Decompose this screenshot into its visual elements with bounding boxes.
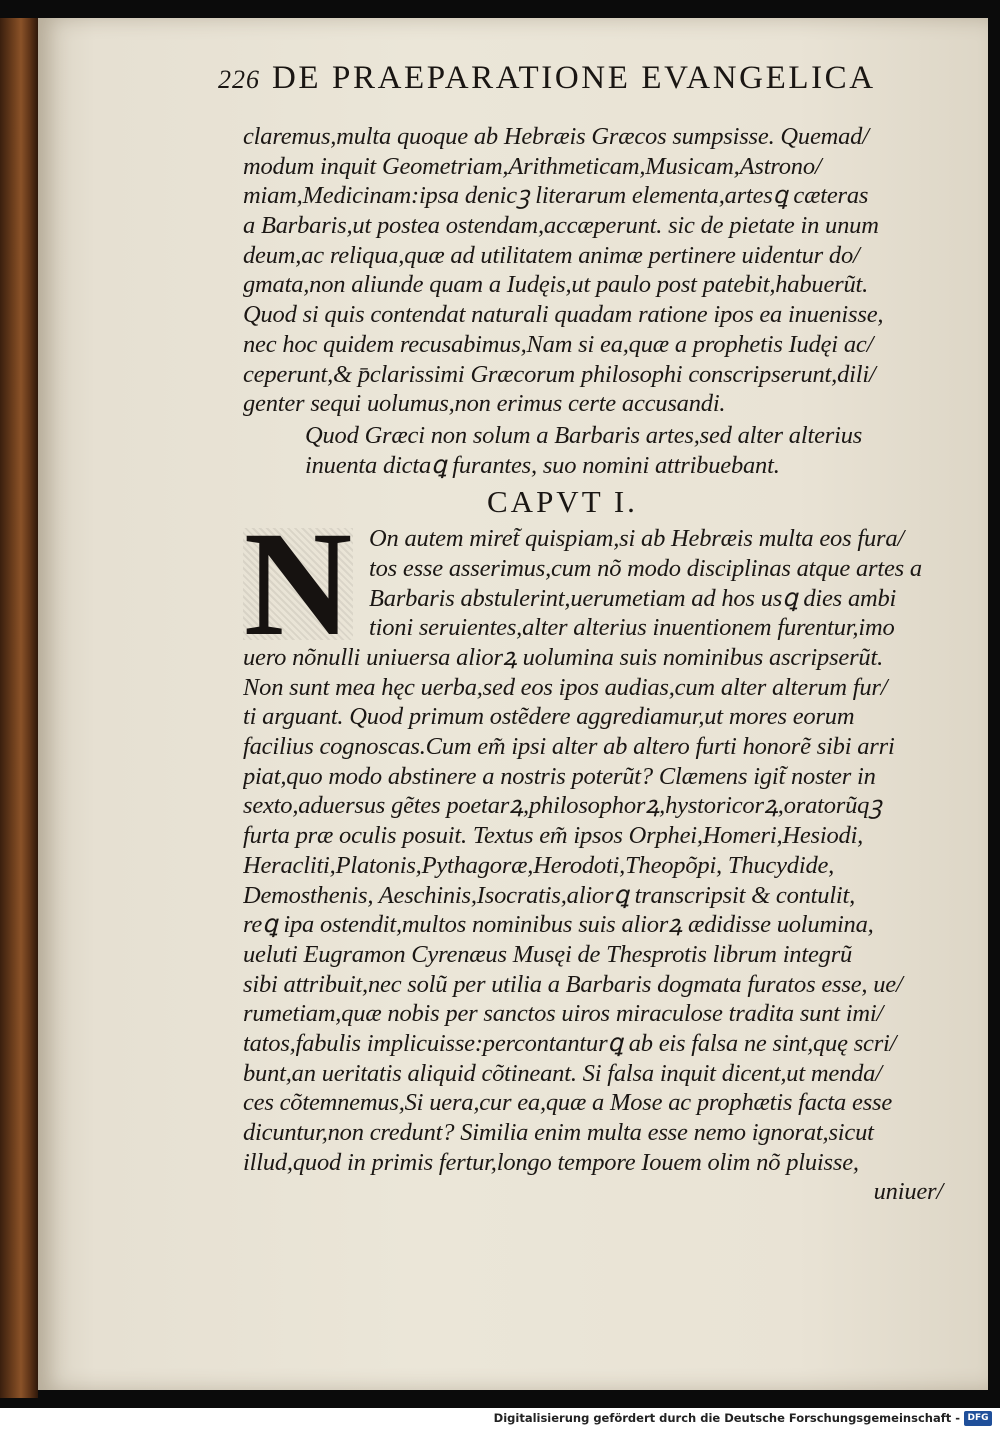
- text-line: bunt,an ueritatis aliquid cõtineant. Si falsa inquit dicent,ut menda/: [243, 1059, 882, 1087]
- summary-line: inuenta dictaꝗ furantes, suo nomini attribuebant.: [305, 451, 780, 479]
- chapter-heading: CAPVT I.: [487, 484, 638, 520]
- catchword: uniuer/: [873, 1178, 943, 1206]
- text-line: Barbaris abstulerint,uerumetiam ad hos usꝗ dies ambi: [369, 584, 897, 612]
- text-line: miam,Medicinam:ipsa denicꝫ literarum elementa,artesꝗ cæteras: [243, 182, 869, 210]
- text-line: facilius cognoscas.Cum em̃ ipsi alter ab altero furti honorẽ sibi arri: [243, 733, 895, 761]
- text-line: ti arguant. Quod primum ostẽdere aggrediamur,ut mores eorum: [243, 703, 855, 731]
- dfg-logo: DFG: [964, 1411, 992, 1426]
- text-line: tioni seruientes,alter alterius inuentionem furentur,imo: [369, 614, 895, 642]
- text-line: dicuntur,non credunt? Similia enim multa esse nemo ignorat,sicut: [243, 1119, 874, 1147]
- text-line: sibi attribuit,nec solũ per utilia a Barbaris dogmata furatos esse, ue/: [243, 970, 903, 998]
- text-line: piat,quo modo abstinere a nostris poterũt? Clæmens igit̃ noster in: [243, 762, 876, 790]
- text-line: reꝗ ipa ostendit,multos nominibus suis aliorꝝ ædidisse uolumina,: [243, 911, 874, 939]
- text-line: On autem miret̃ quispiam,si ab Hebræis multa eos fura/: [369, 525, 904, 553]
- text-line: modum inquit Geometriam,Arithmeticam,Musicam,Astrono/: [243, 152, 822, 180]
- decorated-initial: N: [243, 501, 353, 668]
- text-line: illud,quod in primis fertur,longo tempore Iouem olim nõ pluisse,: [243, 1148, 859, 1176]
- summary-line: Quod Græci non solum a Barbaris artes,sed alter alterius: [305, 421, 863, 449]
- running-title: DE PRAEPARATIONE EVANGELICA: [272, 60, 876, 96]
- text-line: tatos,fabulis implicuisse:percontanturꝗ ab eis falsa ne sint,quę scri/: [243, 1029, 897, 1057]
- text-line: rumetiam,quæ nobis per sanctos uiros miraculose tradita sunt imi/: [243, 1000, 884, 1028]
- text-line: ces cõtemnemus,Si uera,cur ea,quæ a Mose ac prophætis facta esse: [243, 1089, 893, 1117]
- text-line: Quod si quis contendat naturali quadam ratione ipos ea inuenisse,: [243, 301, 884, 329]
- text-line: tos esse asserimus,cum nõ modo disciplinas atque artes a: [369, 554, 922, 582]
- text-line: Non sunt mea hęc uerba,sed eos ipos audias,cum alter alterum fur/: [243, 673, 888, 701]
- text-line: claremus,multa quoque ab Hebræis Græcos sumpsisse. Quemad/: [243, 123, 869, 150]
- text-line: Demosthenis, Aeschinis,Isocratis,aliorꝗ transcripsit & contulit,: [243, 881, 856, 909]
- text-line: Heracliti,Platonis,Pythagoræ,Herodoti,Theopõpi, Thucydide,: [243, 851, 835, 879]
- page-number: 226: [218, 65, 260, 94]
- text-line: ceperunt,& p̄clarissimi Græcorum philosophi conscripserunt,dili/: [243, 360, 876, 388]
- text-line: nec hoc quidem recusabimus,Nam si ea,quæ a prophetis Iudęi ac/: [243, 330, 874, 358]
- text-line: deum,ac reliqua,quæ ad utilitatem animæ pertinere uidentur do/: [243, 241, 860, 269]
- page-header: [218, 60, 958, 118]
- text-line: uero nõnulli uniuersa aliorꝝ uolumina suis nominibus ascripserũt.: [243, 644, 884, 672]
- initial-lines: [369, 524, 963, 643]
- text-line: genter sequi uolumus,non erimus certe accusandi.: [243, 390, 726, 418]
- preceding-paragraph: [243, 122, 963, 419]
- text-line: gmata,non aliunde quam a Iudęis,ut paulo post patebit,habuerũt.: [243, 271, 869, 299]
- digitization-footer: [0, 1408, 1000, 1430]
- text-line: a Barbaris,ut postea ostendam,accæperunt. sic de pietate in unum: [243, 212, 879, 240]
- text-block: [243, 122, 963, 1207]
- funding-credit: Digitalisierung gefördert durch die Deutsche Forschungsgemeinschaft -: [493, 1411, 960, 1425]
- book-spine: [0, 18, 38, 1398]
- text-line: furta præ oculis posuit. Textus em̃ ipsos Orphei,Homeri,Hesiodi,: [243, 822, 864, 850]
- text-line: sexto,aduersus gẽtes poetarꝝ,philosophorꝝ,hystoricorꝝ,oratorũqꝫ: [243, 792, 882, 820]
- text-line: ueluti Eugramon Cyrenæus Musęi de Thesprotis librum integrũ: [243, 940, 853, 968]
- chapter-summary: [243, 421, 963, 480]
